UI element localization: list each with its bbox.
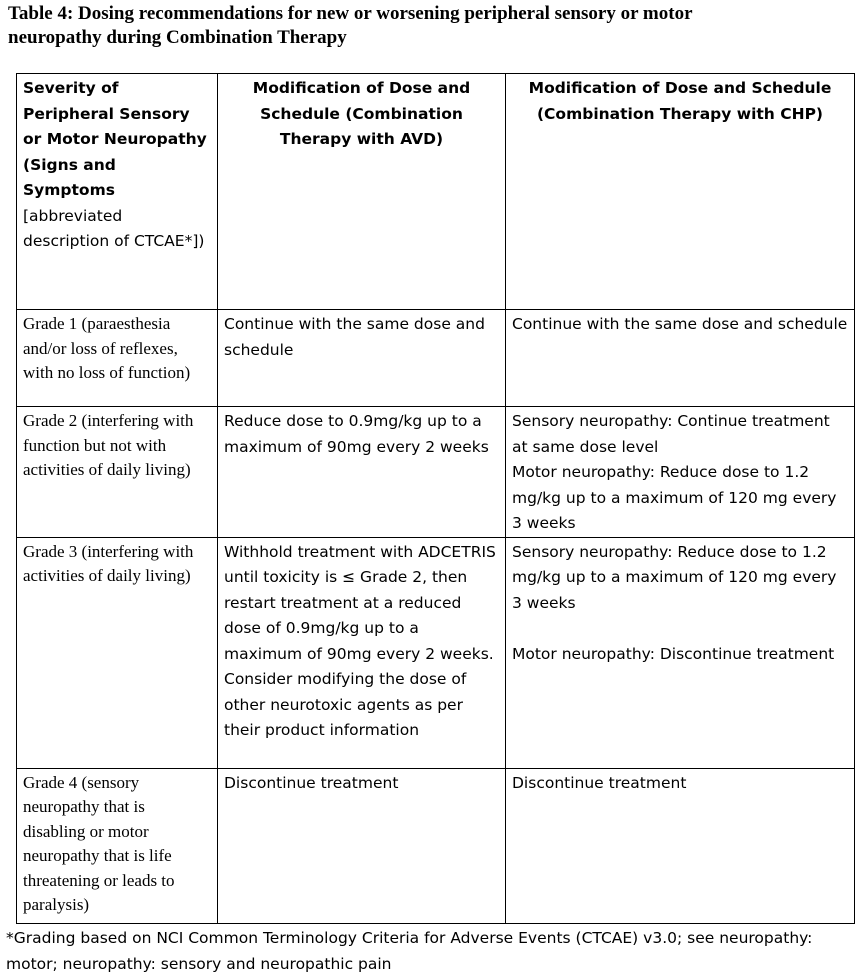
table-row-grade-3	[17, 537, 855, 768]
grade-4-cell: Grade 4 (sensory neuropathy that is disabling or motor neuropathy that is life threatening or leads to paralysis)	[17, 768, 218, 923]
table-row-grade-2	[17, 407, 855, 538]
footnote: *Grading based on NCI Common Terminology Criteria for Adverse Events (CTCAE) v3.0; see neuropathy: motor; neuropathy: sensory and neuropathic pain	[6, 929, 813, 973]
header-severity	[17, 74, 218, 310]
table-header-row	[17, 74, 855, 310]
grade-1-chp-cell: Continue with the same dose and schedule	[506, 310, 855, 407]
header-severity-title: Severity of Peripheral Sensory or Motor Neuropathy (Signs and Symptoms	[23, 79, 207, 199]
grade-1-avd-cell: Continue with the same dose and schedule	[218, 310, 506, 407]
table-title-line-2: neuropathy during Combination Therapy	[8, 27, 347, 48]
grade-3-chp-motor: Motor neuropathy: Discontinue treatment	[512, 644, 835, 663]
grade-1-cell: Grade 1 (paraesthesia and/or loss of reflexes, with no loss of function)	[17, 310, 218, 407]
grade-2-chp-sensory: Sensory neuropathy: Continue treatment at same dose level	[512, 412, 830, 456]
table-title-line-1: Table 4: Dosing recommendations for new or worsening peripheral sensory or motor	[8, 3, 693, 24]
grade-2-chp-cell	[506, 407, 855, 538]
grade-4-avd-cell: Discontinue treatment	[218, 768, 506, 923]
dosing-table	[16, 73, 855, 924]
table-row-grade-4	[17, 768, 855, 923]
grade-4-chp-cell: Discontinue treatment	[506, 768, 855, 923]
table-row-grade-1	[17, 310, 855, 407]
grade-2-chp-motor: Motor neuropathy: Reduce dose to 1.2 mg/kg up to a maximum of 120 mg every 3 weeks	[512, 463, 837, 532]
grade-3-cell: Grade 3 (interfering with activities of daily living)	[17, 537, 218, 768]
grade-3-chp-cell	[506, 537, 855, 768]
grade-2-cell: Grade 2 (interfering with function but not with activities of daily living)	[17, 407, 218, 538]
header-chp: Modification of Dose and Schedule (Combination Therapy with CHP)	[506, 74, 855, 310]
header-avd: Modification of Dose and Schedule (Combination Therapy with AVD)	[218, 74, 506, 310]
grade-2-avd-cell: Reduce dose to 0.9mg/kg up to a maximum of 90mg every 2 weeks	[218, 407, 506, 538]
paragraph-gap	[512, 616, 848, 642]
table-title	[8, 2, 858, 50]
grade-3-avd-cell: Withhold treatment with ADCETRIS until toxicity is ≤ Grade 2, then restart treatment at a reduced dose of 0.9mg/kg up to a maximum of 90mg every 2 weeks. Consider modifying the dose of other neurotoxic agents as per their product information	[218, 537, 506, 768]
header-severity-note: [abbreviated description of CTCAE*])	[23, 206, 205, 250]
grade-3-chp-sensory: Sensory neuropathy: Reduce dose to 1.2 mg/kg up to a maximum of 120 mg every 3 weeks	[512, 542, 837, 612]
